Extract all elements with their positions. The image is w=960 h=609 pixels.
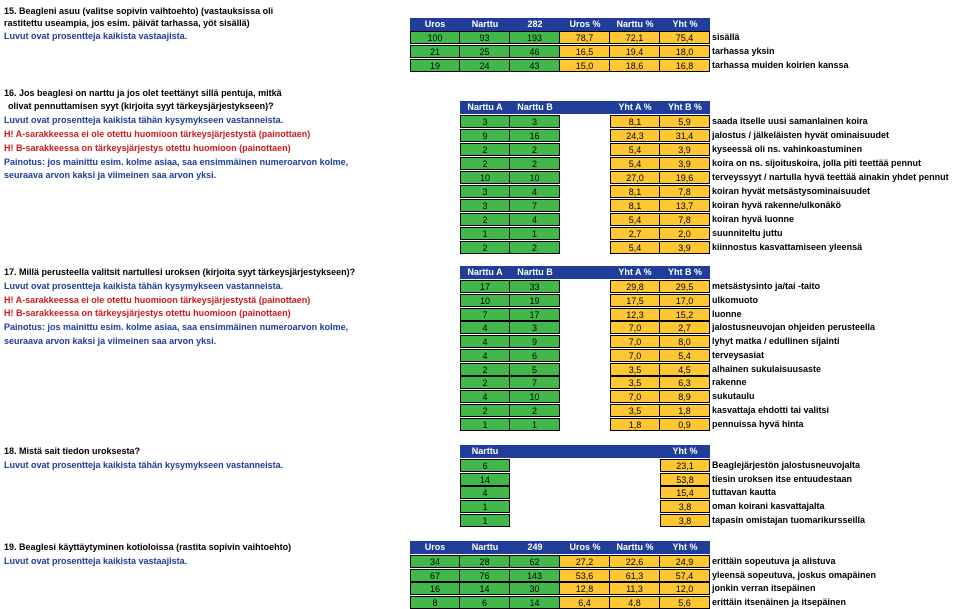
table-cell: 24,9 bbox=[660, 555, 710, 568]
table-cell: 19 bbox=[510, 294, 560, 307]
table-cell: 1 bbox=[510, 227, 560, 240]
table-row bbox=[0, 241, 960, 255]
table-row bbox=[0, 514, 960, 528]
table-cell: 19,6 bbox=[660, 171, 710, 184]
table-cell: 34 bbox=[410, 555, 460, 568]
table-cell: 10 bbox=[510, 390, 560, 403]
table-row bbox=[0, 486, 960, 500]
table-cell: 4 bbox=[460, 335, 510, 348]
table-row bbox=[410, 45, 960, 59]
table-cell: 67 bbox=[410, 569, 460, 582]
table-row bbox=[0, 582, 960, 596]
row-label: jalostus / jälkeläisten hyvät ominaisuudet bbox=[712, 130, 890, 141]
table-row bbox=[410, 59, 960, 73]
q18-note: Luvut ovat prosentteja kaikista tähän kysymykseen vastanneista. bbox=[4, 460, 284, 470]
q16-title: 16. Jos beaglesi on narttu ja jos olet teettänyt sillä pentuja, mitkä bbox=[4, 88, 282, 98]
q17-header-a: Narttu A bbox=[467, 267, 503, 277]
table-cell: 18,6 bbox=[610, 59, 660, 72]
q15-header-narttu-pct: Narttu % bbox=[616, 19, 654, 29]
table-cell: 3,9 bbox=[660, 143, 710, 156]
table-row bbox=[0, 143, 960, 157]
q17-header bbox=[460, 266, 710, 279]
table-cell: 78,7 bbox=[560, 31, 610, 44]
table-row bbox=[0, 185, 960, 199]
table-cell: 16,8 bbox=[660, 59, 710, 72]
table-cell: 3,8 bbox=[660, 500, 710, 513]
q15-header-yht-pct: Yht % bbox=[672, 19, 698, 29]
table-cell: 4 bbox=[460, 486, 510, 499]
table-cell: 7 bbox=[510, 199, 560, 212]
q16-header-b-pct: Yht B % bbox=[667, 102, 702, 112]
table-cell: 21 bbox=[410, 45, 460, 58]
q17-note-b: H! B-sarakkeessa on tärkeysjärjestys otettu huomioon (painottaen) bbox=[4, 308, 291, 318]
table-row bbox=[0, 308, 960, 322]
row-label: terveysasiat bbox=[712, 349, 765, 360]
q18-header-narttu: Narttu bbox=[471, 446, 499, 456]
table-cell: 193 bbox=[510, 31, 560, 44]
row-label: terveyssyyt / nartulla hyvä teettää ainakin yhdet pennut bbox=[712, 172, 949, 183]
table-cell: 7,8 bbox=[660, 213, 710, 226]
table-cell: 8,1 bbox=[610, 199, 660, 212]
q17-weighting-cont: seuraava arvon kaksi ja viimeinen saa arvon yksi. bbox=[4, 336, 217, 346]
table-cell: 17 bbox=[460, 280, 510, 293]
table-row bbox=[0, 418, 960, 432]
table-cell: 3 bbox=[460, 185, 510, 198]
q16-weighting: Painotus: jos mainittu esim. kolme asiaa, saa ensimmäinen numeroarvon kolme, bbox=[4, 157, 349, 167]
table-cell: 14 bbox=[510, 596, 560, 609]
table-cell: 33 bbox=[510, 280, 560, 293]
table-cell: 62 bbox=[510, 555, 560, 568]
table-cell: 12,3 bbox=[610, 308, 660, 321]
table-cell: 17 bbox=[510, 308, 560, 321]
table-cell: 7,0 bbox=[610, 349, 660, 362]
table-row bbox=[0, 363, 960, 377]
table-cell: 9 bbox=[510, 335, 560, 348]
row-label: koiran hyvä rakenne/ulkonäkö bbox=[712, 200, 842, 211]
table-cell: 7,8 bbox=[660, 185, 710, 198]
table-cell: 16 bbox=[510, 129, 560, 142]
table-cell: 9 bbox=[460, 129, 510, 142]
row-label: yleensä sopeutuva, joskus omapäinen bbox=[712, 569, 877, 580]
table-cell: 7,0 bbox=[610, 390, 660, 403]
table-cell: 14 bbox=[460, 582, 510, 595]
table-cell: 53,6 bbox=[560, 569, 610, 582]
row-label: jonkin verran itsepäinen bbox=[712, 583, 816, 594]
row-label: tarhassa muiden koirien kanssa bbox=[712, 60, 849, 70]
table-cell: 3,9 bbox=[660, 241, 710, 254]
table-cell: 18,0 bbox=[660, 45, 710, 58]
row-label: koira on ns. sijoituskoira, jolla piti teettää pennut bbox=[712, 158, 922, 169]
table-row bbox=[410, 31, 960, 45]
table-row bbox=[0, 459, 960, 473]
table-cell: 2,7 bbox=[610, 227, 660, 240]
table-cell: 2 bbox=[460, 241, 510, 254]
row-label: oman koirani kasvattajalta bbox=[712, 501, 825, 512]
row-label: erittäin itsenäinen ja itsepäinen bbox=[712, 596, 847, 607]
row-label: kasvattaja ehdotti tai valitsi bbox=[712, 404, 830, 415]
table-cell: 8 bbox=[410, 596, 460, 609]
table-row bbox=[0, 321, 960, 335]
q16-header-b: Narttu B bbox=[517, 102, 553, 112]
table-cell: 14 bbox=[460, 473, 510, 486]
q19-header bbox=[410, 541, 710, 554]
table-row bbox=[0, 280, 960, 294]
table-cell: 7 bbox=[510, 376, 560, 389]
table-cell: 4 bbox=[510, 185, 560, 198]
table-cell: 5,4 bbox=[610, 241, 660, 254]
table-row bbox=[0, 390, 960, 404]
table-cell: 5,6 bbox=[660, 596, 710, 609]
table-cell: 6 bbox=[460, 459, 510, 472]
table-cell: 1,8 bbox=[610, 418, 660, 431]
q15-title-cont: rastitettu useampia, jos esim. päivät tarhassa, yöt sisällä) bbox=[4, 18, 250, 28]
table-cell: 27,2 bbox=[560, 555, 610, 568]
row-label: koiran hyvä luonne bbox=[712, 214, 795, 225]
table-cell: 0,9 bbox=[660, 418, 710, 431]
table-cell: 6 bbox=[460, 596, 510, 609]
table-cell: 5,4 bbox=[610, 143, 660, 156]
table-cell: 28 bbox=[460, 555, 510, 568]
table-cell: 6,4 bbox=[560, 596, 610, 609]
table-cell: 46 bbox=[510, 45, 560, 58]
table-cell: 7,0 bbox=[610, 321, 660, 334]
table-cell: 8,1 bbox=[610, 185, 660, 198]
table-row bbox=[0, 404, 960, 418]
table-cell: 10 bbox=[510, 171, 560, 184]
row-label: tuttavan kautta bbox=[712, 487, 777, 498]
table-cell: 53,8 bbox=[660, 473, 710, 486]
table-cell: 24 bbox=[460, 59, 510, 72]
q19-title: 19. Beaglesi käyttäytyminen kotioloissa (rastita sopivin vaihtoehto) bbox=[4, 542, 292, 552]
row-label: saada itselle uusi samanlainen koira bbox=[712, 116, 868, 126]
table-row bbox=[0, 115, 960, 129]
q17-header-b-pct: Yht B % bbox=[667, 267, 702, 277]
row-label: luonne bbox=[712, 308, 742, 319]
q16-weighting-cont: seuraava arvon kaksi ja viimeinen saa arvon yksi. bbox=[4, 170, 217, 180]
table-row bbox=[0, 596, 960, 609]
table-cell: 12,0 bbox=[660, 582, 710, 595]
table-cell: 31,4 bbox=[660, 129, 710, 142]
row-label: kiinnostus kasvattamiseen yleensä bbox=[712, 242, 863, 253]
row-label: tarhassa yksin bbox=[712, 46, 775, 56]
table-cell: 23,1 bbox=[660, 459, 710, 472]
q19-header-yht-pct: Yht % bbox=[672, 542, 698, 552]
row-label: kyseessä oli ns. vahinkoastuminen bbox=[712, 144, 863, 155]
table-cell: 4 bbox=[460, 390, 510, 403]
table-cell: 8,1 bbox=[610, 115, 660, 128]
table-cell: 3,5 bbox=[610, 376, 660, 389]
row-label: rakenne bbox=[712, 377, 747, 388]
q16-header-a: Narttu A bbox=[467, 102, 503, 112]
table-cell: 3,9 bbox=[660, 157, 710, 170]
table-cell: 1 bbox=[460, 500, 510, 513]
q18-header-yht-pct: Yht % bbox=[672, 446, 698, 456]
table-cell: 30 bbox=[510, 582, 560, 595]
table-cell: 5,9 bbox=[660, 115, 710, 128]
table-cell: 61,3 bbox=[610, 569, 660, 582]
q15-header bbox=[410, 18, 710, 31]
table-row bbox=[0, 335, 960, 349]
row-label: Beaglejärjestön jalostusneuvojalta bbox=[712, 460, 861, 470]
q15-header-narttu: Narttu bbox=[471, 19, 499, 29]
table-row bbox=[0, 129, 960, 143]
table-cell: 57,4 bbox=[660, 569, 710, 582]
row-label: tapasin omistajan tuomarikursseilla bbox=[712, 514, 866, 525]
table-row bbox=[0, 171, 960, 185]
row-label: sisällä bbox=[712, 32, 740, 42]
table-cell: 93 bbox=[460, 31, 510, 44]
q19-header-narttu: Narttu bbox=[471, 542, 499, 552]
table-cell: 1 bbox=[460, 514, 510, 527]
table-cell: 1,8 bbox=[660, 404, 710, 417]
table-cell: 7 bbox=[460, 308, 510, 321]
table-cell: 3 bbox=[460, 199, 510, 212]
q17-header-a-pct: Yht A % bbox=[618, 267, 652, 277]
q17-note-a: H! A-sarakkeessa ei ole otettu huomioon tärkeysjärjestystä (painottaen) bbox=[4, 295, 311, 305]
table-cell: 76 bbox=[460, 569, 510, 582]
table-cell: 2 bbox=[510, 143, 560, 156]
table-cell: 6 bbox=[510, 349, 560, 362]
table-cell: 2 bbox=[510, 157, 560, 170]
q19-header-total: 249 bbox=[527, 542, 543, 552]
table-row bbox=[0, 376, 960, 390]
table-cell: 2 bbox=[460, 404, 510, 417]
q17-title: 17. Millä perusteella valitsit nartullesi uroksen (kirjoita syyt tärkeysjärjestykseen)? bbox=[4, 267, 356, 277]
row-label: ulkomuoto bbox=[712, 294, 758, 305]
table-cell: 15,0 bbox=[560, 59, 610, 72]
q16-title-cont: olivat pennuttamisen syyt (kirjoita syyt tärkeysjärjestykseen)? bbox=[8, 101, 274, 111]
table-cell: 5,4 bbox=[610, 213, 660, 226]
table-cell: 6,3 bbox=[660, 376, 710, 389]
table-row bbox=[0, 569, 960, 583]
row-label: pennuissa hyvä hinta bbox=[712, 418, 804, 429]
table-cell: 4,5 bbox=[660, 363, 710, 376]
table-cell: 143 bbox=[510, 569, 560, 582]
table-cell: 4,8 bbox=[610, 596, 660, 609]
row-label: suunniteltu juttu bbox=[712, 228, 783, 239]
table-cell: 3 bbox=[510, 321, 560, 334]
q19-header-uros-pct: Uros % bbox=[569, 542, 601, 552]
q19-header-narttu-pct: Narttu % bbox=[616, 542, 654, 552]
table-cell: 13,7 bbox=[660, 199, 710, 212]
row-label: erittäin sopeutuva ja alistuva bbox=[712, 556, 836, 566]
q18-title: 18. Mistä sait tiedon uroksesta? bbox=[4, 446, 141, 456]
q15-note: Luvut ovat prosentteja kaikista vastaajista. bbox=[4, 31, 188, 41]
table-row bbox=[0, 555, 960, 569]
table-cell: 100 bbox=[410, 31, 460, 44]
table-cell: 8,9 bbox=[660, 390, 710, 403]
table-cell: 2 bbox=[460, 143, 510, 156]
q16-note: Luvut ovat prosentteja kaikista tähän kysymykseen vastanneista. bbox=[4, 115, 284, 125]
table-cell: 19,4 bbox=[610, 45, 660, 58]
table-cell: 7,0 bbox=[610, 335, 660, 348]
table-row bbox=[0, 227, 960, 241]
table-cell: 2 bbox=[510, 241, 560, 254]
table-row bbox=[0, 473, 960, 487]
table-row bbox=[0, 199, 960, 213]
table-cell: 8,0 bbox=[660, 335, 710, 348]
q16-note-a: H! A-sarakkeessa ei ole otettu huomioon tärkeysjärjestystä (painottaen) bbox=[4, 129, 311, 139]
table-cell: 3 bbox=[510, 115, 560, 128]
table-cell: 27,0 bbox=[610, 171, 660, 184]
table-row bbox=[0, 500, 960, 514]
table-cell: 10 bbox=[460, 171, 510, 184]
table-cell: 3,5 bbox=[610, 363, 660, 376]
table-cell: 75,4 bbox=[660, 31, 710, 44]
q17-note: Luvut ovat prosentteja kaikista tähän kysymykseen vastanneista. bbox=[4, 281, 284, 291]
table-cell: 3,8 bbox=[660, 514, 710, 527]
row-label: metsästysinto ja/tai -taito bbox=[712, 281, 821, 291]
q16-note-b: H! B-sarakkeessa on tärkeysjärjestys otettu huomioon (painottaen) bbox=[4, 143, 291, 153]
table-cell: 5,4 bbox=[610, 157, 660, 170]
table-cell: 2 bbox=[510, 404, 560, 417]
table-cell: 17,5 bbox=[610, 294, 660, 307]
table-cell: 15,4 bbox=[660, 486, 710, 499]
row-label: sukutaulu bbox=[712, 391, 755, 401]
table-cell: 29,8 bbox=[610, 280, 660, 293]
row-label: jalostusneuvojan ohjeiden perusteella bbox=[712, 322, 876, 333]
table-row bbox=[0, 349, 960, 363]
table-cell: 10 bbox=[460, 294, 510, 307]
table-cell: 29,5 bbox=[660, 280, 710, 293]
table-row bbox=[0, 294, 960, 308]
table-cell: 1 bbox=[460, 227, 510, 240]
table-cell: 43 bbox=[510, 59, 560, 72]
table-cell: 1 bbox=[510, 418, 560, 431]
table-cell: 2,0 bbox=[660, 227, 710, 240]
q15-header-uros: Uros bbox=[424, 19, 446, 29]
q15-title: 15. Beagleni asuu (valitse sopivin vaihtoehto) (vastauksissa oli bbox=[4, 6, 274, 16]
row-label: koiran hyvät metsästysominaisuudet bbox=[712, 186, 871, 197]
q17-weighting: Painotus: jos mainittu esim. kolme asiaa, saa ensimmäinen numeroarvon kolme, bbox=[4, 322, 349, 332]
table-cell: 15,2 bbox=[660, 308, 710, 321]
table-cell: 4 bbox=[460, 321, 510, 334]
table-cell: 17,0 bbox=[660, 294, 710, 307]
table-cell: 16,5 bbox=[560, 45, 610, 58]
table-cell: 2 bbox=[460, 363, 510, 376]
table-cell: 5 bbox=[510, 363, 560, 376]
row-label: lyhyt matka / edullinen sijainti bbox=[712, 336, 840, 346]
q15-header-total: 282 bbox=[527, 19, 543, 29]
table-cell: 2 bbox=[460, 376, 510, 389]
row-label: tiesin uroksen itse entuudestaan bbox=[712, 473, 853, 484]
row-label: alhainen sukulaisuusaste bbox=[712, 363, 822, 374]
table-cell: 2,7 bbox=[660, 321, 710, 334]
q16-header bbox=[460, 101, 710, 114]
table-cell: 22,6 bbox=[610, 555, 660, 568]
q15-header-uros-pct: Uros % bbox=[569, 19, 601, 29]
q19-note: Luvut ovat prosentteja kaikista vastaajista. bbox=[4, 556, 188, 566]
q19-header-uros: Uros bbox=[424, 542, 446, 552]
table-cell: 72,1 bbox=[610, 31, 660, 44]
table-cell: 25 bbox=[460, 45, 510, 58]
table-cell: 11,3 bbox=[610, 582, 660, 595]
q16-header-a-pct: Yht A % bbox=[618, 102, 652, 112]
table-cell: 4 bbox=[510, 213, 560, 226]
table-cell: 1 bbox=[460, 418, 510, 431]
table-cell: 4 bbox=[460, 349, 510, 362]
table-cell: 16 bbox=[410, 582, 460, 595]
table-cell: 2 bbox=[460, 157, 510, 170]
table-cell: 2 bbox=[460, 213, 510, 226]
table-cell: 3 bbox=[460, 115, 510, 128]
q17-header-b: Narttu B bbox=[517, 267, 553, 277]
table-cell: 24,3 bbox=[610, 129, 660, 142]
q18-header bbox=[460, 445, 710, 458]
table-row bbox=[0, 213, 960, 227]
table-cell: 12,8 bbox=[560, 582, 610, 595]
table-cell: 19 bbox=[410, 59, 460, 72]
table-cell: 5,4 bbox=[660, 349, 710, 362]
table-cell: 3,5 bbox=[610, 404, 660, 417]
table-row bbox=[0, 157, 960, 171]
